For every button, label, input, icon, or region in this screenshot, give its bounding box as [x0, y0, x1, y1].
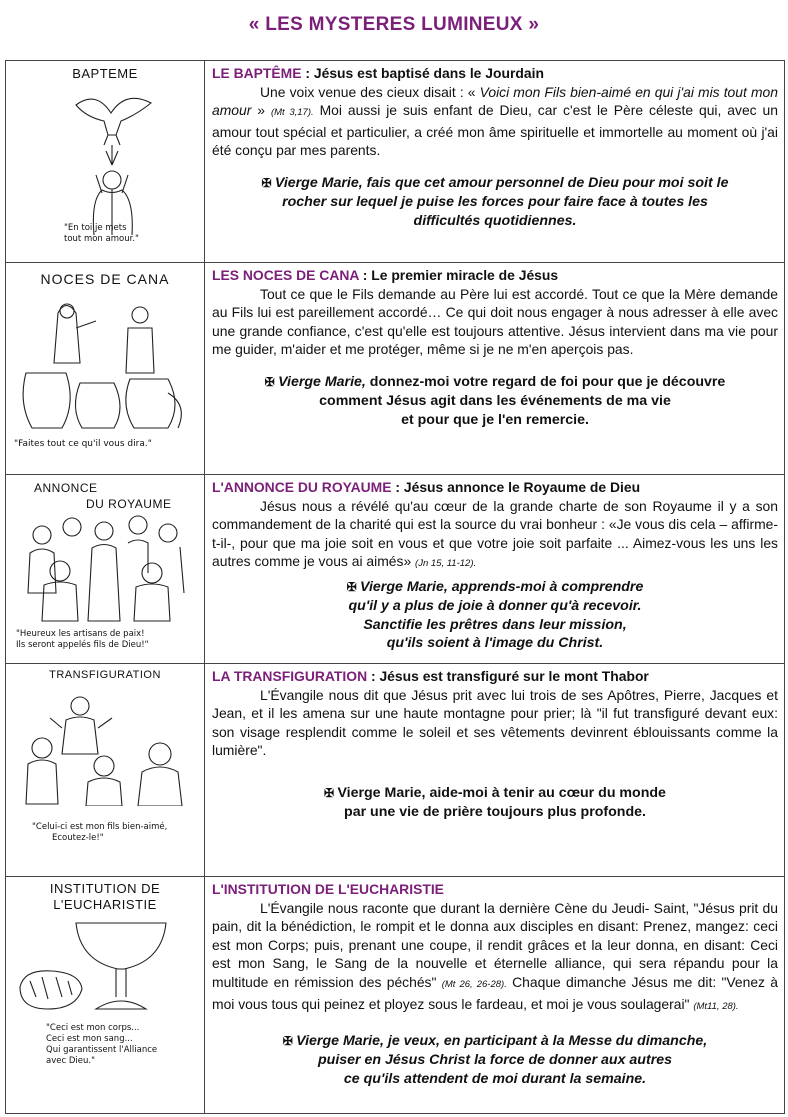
caption-line: Ceci est mon sang... [46, 1034, 133, 1044]
mystery-heading: LES NOCES DE CANA [212, 267, 359, 283]
mystery-subheading: : Le premier miracle de Jésus [358, 267, 559, 283]
caption-line: Ils seront appelés fils de Dieu!" [16, 640, 149, 650]
baptism-dove-icon [66, 85, 161, 235]
cana-jars-icon [18, 293, 193, 433]
mystery-row-kingdom [6, 475, 785, 664]
mysteries-table [5, 60, 785, 1114]
mystery-prayer: ✠ Vierge Marie, je veux, en participant à la Messe du dimanche, puiser en Jésus Christ la force de donner aux autres ce qu'ils attendent de moi durant la semaine. [282, 1033, 708, 1087]
mystery-heading: L'INSTITUTION DE L'EUCHARISTIE [212, 881, 444, 897]
mystery-label: ANNONCE [34, 481, 98, 495]
mystery-prayer: ✠ Vierge Marie, aide-moi à tenir au cœur du monde par une vie de prière toujours plus profonde. [324, 784, 666, 820]
mystery-prayer: ✠ Vierge Marie, fais que cet amour personnel de Dieu pour moi soit le rocher sur lequel je puise les forces pour faire face à toutes les difficultés quotidiennes. [261, 174, 729, 229]
mystery-body: Tout ce que le Fils demande au Père lui est accordé. Tout ce que la Mère demande au Fils lui est pareillement accordé… Ce qui doit nous engager à nous adresser à elle avec une grande confiance, c'est qu'elle est toujours attentive. Jésus intervient dans ma vie pour me guider, m'aider et me protéger, même si je ne m'en aperçois pas. [212, 285, 778, 358]
mystery-label: INSTITUTION DE [49, 881, 161, 896]
caption-line: "Ceci est mon corps... [46, 1023, 140, 1033]
mystery-text-cell [205, 61, 785, 263]
mystery-label: L'EUCHARISTIE [53, 897, 157, 912]
mystery-row-eucharist [6, 877, 785, 1114]
illustration-cell [6, 877, 205, 1114]
rosary-icon: ✠ [346, 579, 361, 594]
mystery-caption [32, 822, 167, 844]
mystery-caption [64, 223, 139, 245]
mystery-text-cell [205, 263, 785, 475]
mystery-heading: LE BAPTÊME [212, 65, 302, 81]
mystery-row-baptism [6, 61, 785, 263]
mystery-caption [16, 629, 149, 651]
caption-line: Qui garantissent l'Alliance [46, 1045, 158, 1055]
mystery-heading: L'ANNONCE DU ROYAUME [212, 479, 392, 495]
mystery-prayer: ✠ Vierge Marie, apprends-moi à comprendre qu'il y a plus de joie à donner qu'à recevoir. Sanctifie les prêtres dans leur mission, qu'ils soient à l'image du Christ. [346, 578, 644, 652]
caption-line: "Celui-ci est mon fils bien-aimé, [32, 822, 168, 832]
mystery-body: L'Évangile nous raconte que durant la dernière Cène du Jeudi- Saint, "Jésus prit du pain, dit la bénédiction, le rompit et le donna aux disciples en disant: Prenez, mangez: ceci est mon Corps; puis, prenant une coupe, il rendit grâces et la leur donna, en disant: Ceci est mon Sang, le Sang de la nouvelle et éternelle alliance, qui sera répandu pour la multitude en rémission des péchés" (Mt 26, 26-28). Chaque dimanche Jésus me dit: "Venez à moi vous tous qui peinez et ployez sous le fardeau, et moi je vous soulagerai" (Mt11, 28). [212, 899, 778, 1012]
mystery-body: L'Évangile nous dit que Jésus prit avec lui trois de ses Apôtres, Pierre, Jacques et Jean, et il les amena sur une haute montagne pour prier; là "il fut transfiguré devant eux: son visage resplendit comme le soleil et ses vêtements devinrent éblouissants comme la lumière". [212, 686, 778, 759]
illustration-cell [6, 61, 205, 263]
mystery-prayer: ✠ Vierge Marie, donnez-moi votre regard de foi pour que je découvre comment Jésus agit dans les événements de ma vie et pour que je l'en remercie. [264, 373, 726, 428]
illustration-cell [6, 475, 205, 664]
illustration-cell [6, 263, 205, 475]
mystery-label: BAPTEME [72, 66, 138, 81]
mystery-body: Une voix venue des cieux disait : « Voici mon Fils bien-aimé en qui j'ai mis tout mon amour » (Mt 3,17). Moi aussi je suis enfant de Dieu, car c'est le Père céleste qui, avec un amour tout spécial et particulier, a créé mon âme spirituelle et immortelle au moment où j'ai été conçu par mes parents. [212, 83, 778, 159]
kingdom-crowd-icon [20, 513, 192, 623]
mystery-body: Jésus nous a révélé qu'au cœur de la grande charte de son Royaume il y a son commandement de la charité qui est la source du vrai bonheur : «Je vous dis cela – affirme-t-il-, pour que ma joie soit en vous et que votre joie soit parfaite ... Aimez-vous les uns les autres comme je vous ai aimés» (Jn 15, 11-12). [212, 497, 778, 570]
mystery-text-cell [205, 664, 785, 877]
page-title: « LES MYSTERES LUMINEUX » [248, 14, 540, 35]
rosary-icon: ✠ [324, 785, 338, 800]
mystery-subheading: : Jésus est baptisé dans le Jourdain [301, 65, 544, 81]
mystery-heading: LA TRANSFIGURATION [212, 668, 368, 684]
caption-line: "En toi je mets [64, 223, 127, 233]
transfiguration-figures-icon [20, 688, 190, 806]
caption-line: "Heureux les artisans de paix! [16, 629, 145, 639]
mystery-label: DU ROYAUME [86, 497, 172, 511]
caption-line: avec Dieu." [46, 1056, 95, 1066]
mystery-row-transfiguration [6, 664, 785, 877]
mystery-subheading: : Jésus est transfiguré sur le mont Thabor [367, 668, 649, 684]
mystery-label: NOCES DE CANA [40, 271, 170, 287]
mystery-subheading: : Jésus annonce le Royaume de Dieu [391, 479, 641, 495]
rosary-icon: ✠ [282, 1034, 297, 1049]
illustration-cell [6, 664, 205, 877]
caption-line: Ecoutez-le!" [52, 833, 104, 843]
mystery-text-cell [205, 475, 785, 664]
rosary-icon: ✠ [264, 374, 279, 389]
mystery-row-cana [6, 263, 785, 475]
chalice-bread-icon [16, 917, 196, 1017]
mystery-caption: "Faites tout ce qu'il vous dira." [14, 439, 152, 449]
mystery-caption [46, 1023, 157, 1067]
mystery-text-cell [205, 877, 785, 1114]
caption-line: tout mon amour." [64, 234, 139, 244]
mystery-label: TRANSFIGURATION [49, 669, 161, 681]
rosary-icon: ✠ [261, 175, 275, 190]
